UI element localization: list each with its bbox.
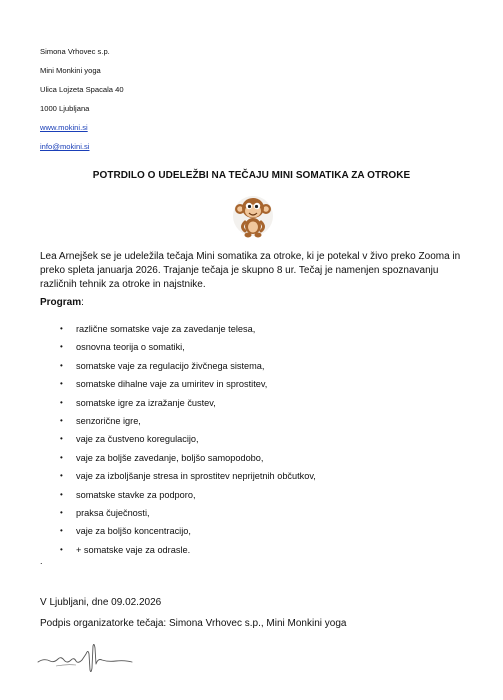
bullet-icon: • xyxy=(60,434,63,444)
list-item-text: somatske stavke za podporo, xyxy=(76,489,196,500)
website-link[interactable]: www.mokini.si xyxy=(40,123,88,132)
list-item xyxy=(40,338,316,356)
list-item xyxy=(40,375,316,393)
list-item-text: vaje za izboljšanje stresa in sprostitev neprijetnih občutkov, xyxy=(76,471,316,482)
sender-city: 1000 Ljubljana xyxy=(40,104,90,113)
bullet-icon: • xyxy=(60,526,63,536)
sender-brand: Mini Monkini yoga xyxy=(40,66,101,75)
stray-mark: . xyxy=(40,556,43,566)
list-item xyxy=(40,504,316,522)
list-item-text: somatske dihalne vaje za umiritev in sprostitev, xyxy=(76,379,268,390)
list-item xyxy=(40,541,316,559)
bullet-icon: • xyxy=(60,507,63,517)
intro-paragraph: Lea Arnejšek se je udeležila tečaja Mini somatika za otroke, ki je potekal v živo preko Zooma in preko spleta januarja 2026. Trajanje tečaja je skupno 8 ur. Tečaj je namenjen spoznavanju različnih tehnik za otroke in najstnike. xyxy=(40,251,461,290)
bullet-icon: • xyxy=(60,379,63,389)
list-item-text: praksa čuječnosti, xyxy=(76,507,150,518)
sender-street: Ulica Lojzeta Spacala 40 xyxy=(40,85,124,94)
list-item xyxy=(40,320,316,338)
list-item-text: somatske vaje za regulacijo živčnega sistema, xyxy=(76,360,265,371)
list-item-text: vaje za boljše zavedanje, boljšo samopodobo, xyxy=(76,452,264,463)
list-item-text: osnovna teorija o somatiki, xyxy=(76,342,185,353)
bullet-icon: • xyxy=(60,471,63,481)
monkey-logo-icon xyxy=(231,194,275,242)
program-colon: : xyxy=(81,297,84,308)
list-item-text: vaje za boljšo koncentracijo, xyxy=(76,526,191,537)
list-item-text: vaje za čustveno koregulacijo, xyxy=(76,434,199,445)
list-item-text: senzorične igre, xyxy=(76,415,141,426)
bullet-icon: • xyxy=(60,397,63,407)
bullet-icon: • xyxy=(60,415,63,425)
list-item-text: različne somatske vaje za zavedanje telesa, xyxy=(76,324,256,334)
bullet-icon: • xyxy=(60,489,63,499)
sender-name: Simona Vrhovec s.p. xyxy=(40,47,110,56)
list-item-text: somatske igre za izražanje čustev, xyxy=(76,397,216,408)
program-heading xyxy=(40,297,84,308)
list-item xyxy=(40,430,316,448)
list-item xyxy=(40,522,316,540)
list-item xyxy=(40,449,316,467)
sender-address-block xyxy=(40,42,124,156)
program-list xyxy=(40,320,316,559)
list-item xyxy=(40,412,316,430)
program-label: Program xyxy=(40,297,82,308)
list-item xyxy=(40,394,316,412)
list-item xyxy=(40,357,316,375)
bullet-icon: • xyxy=(60,342,63,352)
bullet-icon: • xyxy=(60,360,63,370)
list-item xyxy=(40,486,316,504)
signature-caption: Podpis organizatorke tečaja: Simona Vrhovec s.p., Mini Monkini yoga xyxy=(40,618,347,629)
place-date: V Ljubljani, dne 09.02.2026 xyxy=(40,597,162,608)
bullet-icon: • xyxy=(60,452,63,462)
email-link[interactable]: info@mokini.si xyxy=(40,142,90,151)
document-title: POTRDILO O UDELEŽBI NA TEČAJU MINI SOMATIKA ZA OTROKE xyxy=(92,170,411,181)
bullet-icon: • xyxy=(60,544,63,554)
list-item xyxy=(40,467,316,485)
list-item-text: + somatske vaje za odrasle. xyxy=(76,544,191,555)
handwritten-signature xyxy=(36,640,136,676)
bullet-icon: • xyxy=(60,324,63,333)
